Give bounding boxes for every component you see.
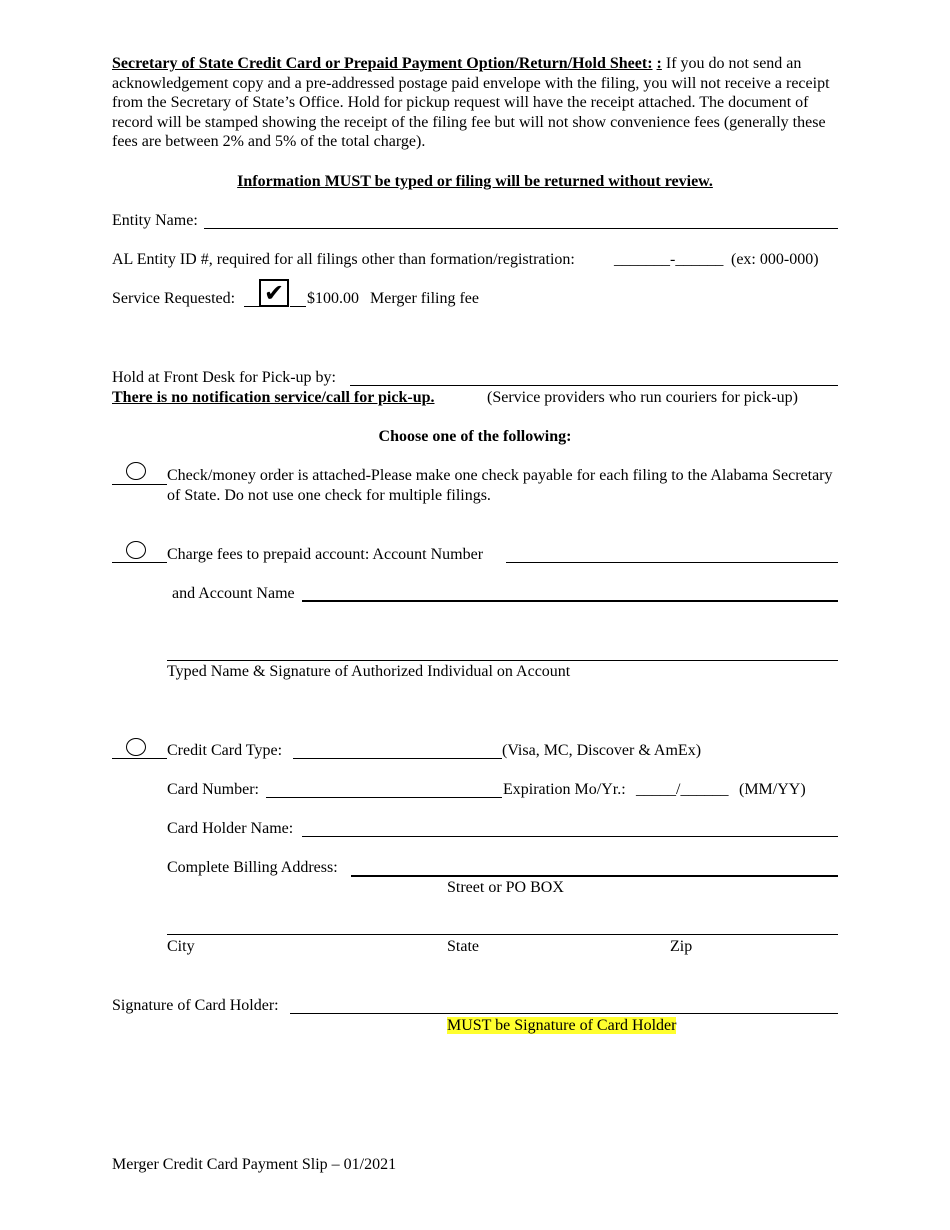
couriers-note: (Service providers who run couriers for pick-up) [487,389,799,406]
no-notification-note: There is no notification service/call for pick-up. [112,389,435,406]
card-number-field[interactable] [266,797,502,798]
entity-name-field[interactable] [204,228,838,229]
entity-id-example: (ex: 000-000) [731,251,819,268]
choose-heading: Choose one of the following: [378,428,572,445]
account-name-label: and Account Name [172,585,295,602]
check-option-radio[interactable] [126,462,146,480]
hold-pickup-field[interactable] [350,385,838,386]
card-holder-signature-label: Signature of Card Holder: [112,997,279,1014]
intro-heading-colon: : [656,55,662,72]
check-option-text: Check/money order is attached-Please make one check payable for each filing to the Alabama Secretary of State. Do not use one check for multiple filings. [167,467,833,504]
entity-name-label: Entity Name: [112,212,198,229]
prepaid-option-underline [112,562,167,563]
account-number-label: Charge fees to prepaid account: Account Number [167,546,484,563]
account-name-field[interactable] [302,600,838,602]
service-underline-left [244,306,260,307]
zip-caption: Zip [670,938,693,955]
authorized-signature-caption: Typed Name & Signature of Authorized Individual on Account [167,663,571,680]
signature-note: MUST be Signature of Card Holder [447,1017,677,1034]
expiration-label: Expiration Mo/Yr.: [503,781,626,798]
card-number-label: Card Number: [167,781,259,798]
check-option-underline [112,484,167,485]
service-underline-right [290,306,306,307]
prepaid-option-radio[interactable] [126,541,146,559]
intro-paragraph [112,54,840,152]
intro-text: If you do not send an acknowledgement copy and a pre-addressed postage paid envelope with the filing, you will not receive a receipt from the Secretary of State’s Office. Hold for pickup request will have the receipt attached. The document of record will be stamped showing the receipt of the filing fee but will not show convenience fees (generally these fees are between 2% and 5% of the total charge). [112,55,830,150]
expiration-field[interactable]: _____/______ [636,781,729,798]
street-caption: Street or PO BOX [447,879,564,896]
card-type-label: Credit Card Type: [167,742,283,759]
expiration-format: (MM/YY) [739,781,806,798]
card-type-field[interactable] [293,758,502,759]
state-caption: State [447,938,479,955]
city-caption: City [167,938,195,955]
typed-notice: Information MUST be typed or filing will be returned without review. [237,173,713,190]
intro-heading: Secretary of State Credit Card or Prepaid Payment Option/Return/Hold Sheet: [112,55,653,72]
entity-id-label: AL Entity ID #, required for all filings other than formation/registration: [112,251,575,268]
hold-label: Hold at Front Desk for Pick-up by: [112,369,336,386]
account-number-field[interactable] [506,562,838,563]
card-option-radio[interactable] [126,738,146,756]
entity-id-field[interactable]: _______-______ [614,251,724,268]
card-holder-label: Card Holder Name: [167,820,294,837]
card-holder-field[interactable] [302,836,838,837]
card-option-underline [112,758,167,759]
service-checkbox[interactable]: ✔ [259,279,289,307]
card-type-note: (Visa, MC, Discover & AmEx) [502,742,702,759]
billing-street-field[interactable] [351,875,838,877]
service-fee: $100.00 [307,290,359,307]
service-label: Service Requested: [112,290,236,307]
service-fee-desc: Merger filing fee [370,290,479,307]
authorized-signature-field[interactable] [167,660,838,661]
billing-city-state-zip-field[interactable] [167,934,838,935]
billing-address-label: Complete Billing Address: [167,859,338,876]
footer-text: Merger Credit Card Payment Slip – 01/2021 [112,1156,397,1173]
card-holder-signature-field[interactable] [290,1013,838,1014]
